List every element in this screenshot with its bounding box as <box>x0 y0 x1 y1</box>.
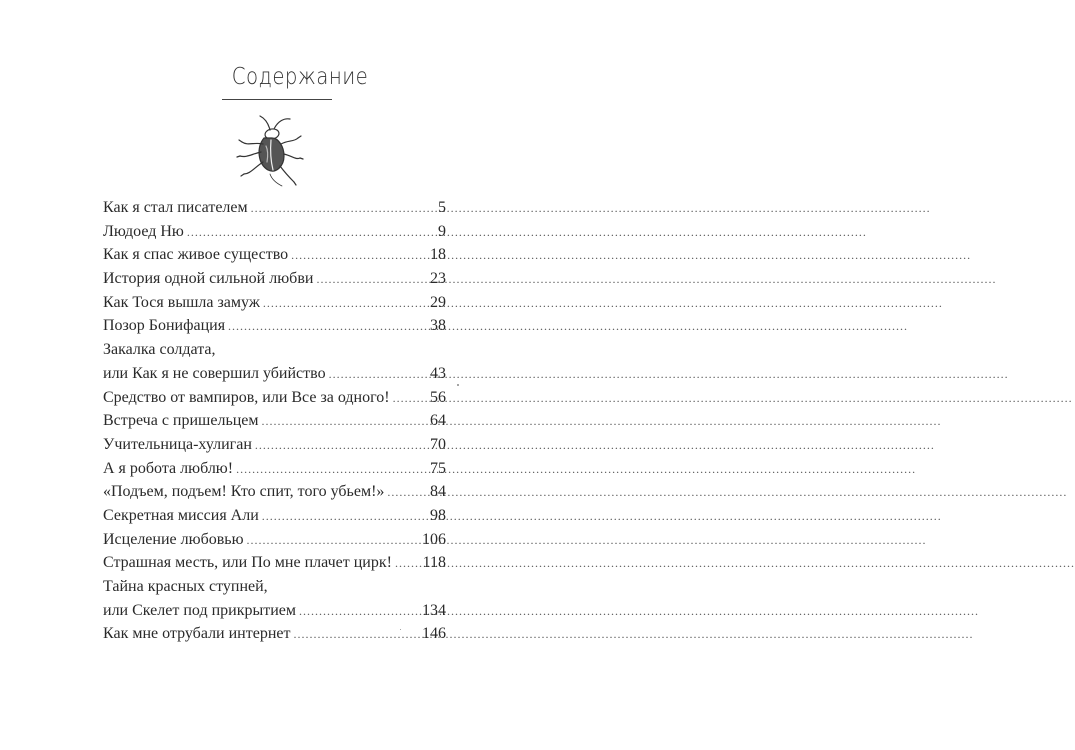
dot-leader <box>262 410 427 434</box>
toc-entry-first-line <box>103 338 446 362</box>
toc-entry-page: 38 <box>430 317 446 335</box>
toc-entry-title: Как мне отрубали интернет <box>103 625 291 643</box>
dot-leader <box>263 292 427 316</box>
toc-entry-title: История одной сильной любви <box>103 270 314 288</box>
dot-leader <box>187 221 435 245</box>
dot-leader <box>387 481 427 505</box>
toc-entry <box>103 196 446 220</box>
dot-leader <box>236 458 427 482</box>
toc-entry <box>103 291 446 315</box>
page-title: Содержание <box>231 64 369 90</box>
dot-leader <box>291 244 427 268</box>
toc-entry-title: Страшная месть, или По мне плачет цирк! <box>103 554 392 572</box>
toc-entry-title: Средство от вампиров, или Все за одного! <box>103 388 390 406</box>
dot-leader <box>293 623 419 647</box>
beetle-illustration-icon <box>234 112 308 192</box>
toc-entry-title: «Подъем, подъем! Кто спит, того убьем!» <box>103 483 385 501</box>
toc-entry-page: 146 <box>422 625 446 643</box>
toc-entry-title: или Как я не совершил убийство <box>103 364 326 382</box>
dot-leader <box>329 363 427 387</box>
table-of-contents <box>103 196 446 646</box>
toc-entry-page: 29 <box>430 293 446 311</box>
toc-entry-page: 70 <box>430 435 446 453</box>
toc-entry-page: 118 <box>422 554 446 572</box>
toc-entry-page: 23 <box>430 270 446 288</box>
dot-leader <box>262 505 427 529</box>
toc-entry <box>103 267 446 291</box>
toc-entry <box>103 243 446 267</box>
dot-leader <box>316 268 427 292</box>
toc-entry-page: 18 <box>430 246 446 264</box>
toc-entry-title: Встреча с пришельцем <box>103 412 259 430</box>
toc-entry-title: Тайна красных ступней, <box>103 578 268 595</box>
toc-entry-page: 9 <box>438 222 446 240</box>
paper-speck <box>400 629 401 630</box>
dot-leader <box>255 434 427 458</box>
toc-entry <box>103 386 446 410</box>
toc-entry <box>103 599 446 623</box>
paper-speck <box>457 384 459 386</box>
toc-entry-title: Секретная миссия Али <box>103 506 259 524</box>
toc-entry <box>103 433 446 457</box>
toc-entry <box>103 457 446 481</box>
toc-entry <box>103 480 446 504</box>
toc-entry-title: Закалка солдата, <box>103 341 216 359</box>
toc-entry-page: 5 <box>438 199 446 216</box>
title-underline <box>222 99 332 100</box>
toc-entry-page: 106 <box>422 530 446 548</box>
dot-leader <box>395 552 420 576</box>
toc-entry-title: Людоед Ню <box>103 222 184 240</box>
toc-entry <box>103 409 446 433</box>
dot-leader <box>299 600 419 624</box>
toc-entry-title: Позор Бонифация <box>103 317 226 335</box>
toc-entry-page: 98 <box>430 506 446 524</box>
dot-leader <box>228 315 427 339</box>
toc-entry-page: 75 <box>430 459 446 477</box>
toc-entry-page: 84 <box>430 483 446 501</box>
toc-entry-title: Как я спас живое существо <box>103 246 289 264</box>
toc-entry-page: 64 <box>430 412 446 430</box>
toc-entry-title: Исцеление любовью <box>103 530 244 548</box>
toc-entry-title: Как Тося вышла замуж <box>103 293 260 311</box>
dot-leader <box>251 197 435 221</box>
toc-entry-title: Как я стал писателем <box>103 199 248 216</box>
dot-leader <box>247 529 419 553</box>
toc-entry <box>103 362 446 386</box>
toc-entry-first-line <box>103 575 446 599</box>
toc-entry <box>103 220 446 244</box>
toc-entry-page: 43 <box>430 364 446 382</box>
toc-entry <box>103 504 446 528</box>
toc-entry <box>103 551 446 575</box>
toc-entry-title: Учительница-хулиган <box>103 435 252 453</box>
dot-leader <box>393 387 427 411</box>
toc-entry-title: или Скелет под прикрытием <box>103 601 297 619</box>
toc-entry <box>103 314 446 338</box>
toc-entry <box>103 528 446 552</box>
toc-entry-page: 134 <box>422 601 446 619</box>
toc-entry-page: 56 <box>430 388 446 406</box>
toc-entry-title: А я робота люблю! <box>103 459 234 477</box>
toc-entry <box>103 622 446 646</box>
